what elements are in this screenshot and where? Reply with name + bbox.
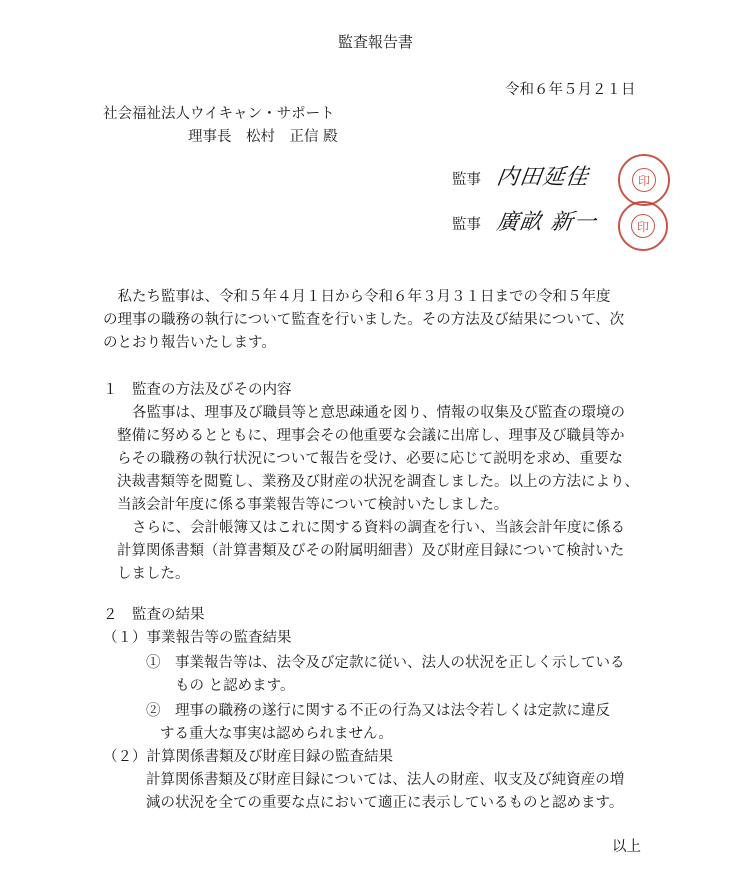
section1-p2-line-2: 計算関係書類（計算書類及びその附属明細書）及び財産目録について検討いた xyxy=(117,543,625,559)
section1-p1-line-3: らその職務の執行状況について報告を受け、必要に応じて説明を求め、重要な xyxy=(117,451,624,467)
signature-text-1: 内田延佳 xyxy=(494,165,591,190)
seal-mark-2: 印 xyxy=(631,214,655,238)
seal-stamp-1 xyxy=(618,154,670,206)
section1-p1-line-4: 決裁書類等を閲覧し、業務及び財産の状況を調査しました。以上の方法により、 xyxy=(117,474,639,490)
intro-line-3: のとおり報告いたします。 xyxy=(103,335,276,351)
section2-item2-line-2: する重大な事実は認められません。 xyxy=(160,726,393,742)
section2-sub1-heading: （１）事業報告等の監査結果 xyxy=(103,630,292,646)
document-title: 監査報告書 xyxy=(337,33,413,51)
document-date: 令和６年５月２１日 xyxy=(505,82,636,98)
section1-heading: １ 監査の方法及びその内容 xyxy=(103,382,292,398)
section2-item1-line-1: ① 事業報告等は、法令及び定款に従い、法人の状況を正しく示している xyxy=(146,655,625,671)
signature-text-2: 廣畝 新一 xyxy=(494,210,599,235)
closing-mark: 以上 xyxy=(612,839,641,855)
section1-p1-line-5: 当該会計年度に係る事業報告等について検討いたしました。 xyxy=(117,497,509,513)
section1-p2-line-3: しました。 xyxy=(117,566,190,582)
section2-sub2-heading: （２）計算関係書類及び財産目録の監査結果 xyxy=(103,749,393,765)
addressee-person: 理事長 松村 正信 殿 xyxy=(188,129,338,145)
section2-heading: ２ 監査の結果 xyxy=(103,607,205,623)
section2-sub2-line-2: 減の状況を全ての重要な点において適正に表示しているものと認めます。 xyxy=(146,795,624,811)
intro-line-1: 私たち監事は、令和５年４月１日から令和６年３月３１日までの令和５年度 xyxy=(103,289,611,305)
seal-mark-1: 印 xyxy=(632,168,656,192)
section2-item1-line-2: もの と認めます。 xyxy=(175,678,295,694)
seal-stamp-2 xyxy=(618,201,668,251)
intro-line-2: の理事の職務の執行について監査を行いました。その方法及び結果について、次 xyxy=(103,312,625,328)
section1-p2-line-1: さらに、会計帳簿又はこれに関する資料の調査を行い、当該会計年度に係る xyxy=(132,520,625,536)
section1-p1-line-2: 整備に努めるとともに、理事会その他重要な会議に出席し、理事及び職員等か xyxy=(117,428,625,444)
addressee-org: 社会福祉法人ウイキャン・サポート xyxy=(103,106,335,122)
auditor-label-1: 監事 xyxy=(452,172,481,188)
section2-item2-line-1: ② 理事の職務の遂行に関する不正の行為又は法令若しくは定款に違反 xyxy=(146,703,610,719)
section1-p1-line-1: 各監事は、理事及び職員等と意思疎通を図り、情報の収集及び監査の環境の xyxy=(132,405,625,421)
section2-sub2-line-1: 計算関係書類及び財産目録については、法人の財産、収支及び純資産の増 xyxy=(146,772,625,788)
auditor-signature-1 xyxy=(494,160,591,191)
auditor-signature-2 xyxy=(494,205,599,236)
auditor-label-2: 監事 xyxy=(452,217,481,233)
